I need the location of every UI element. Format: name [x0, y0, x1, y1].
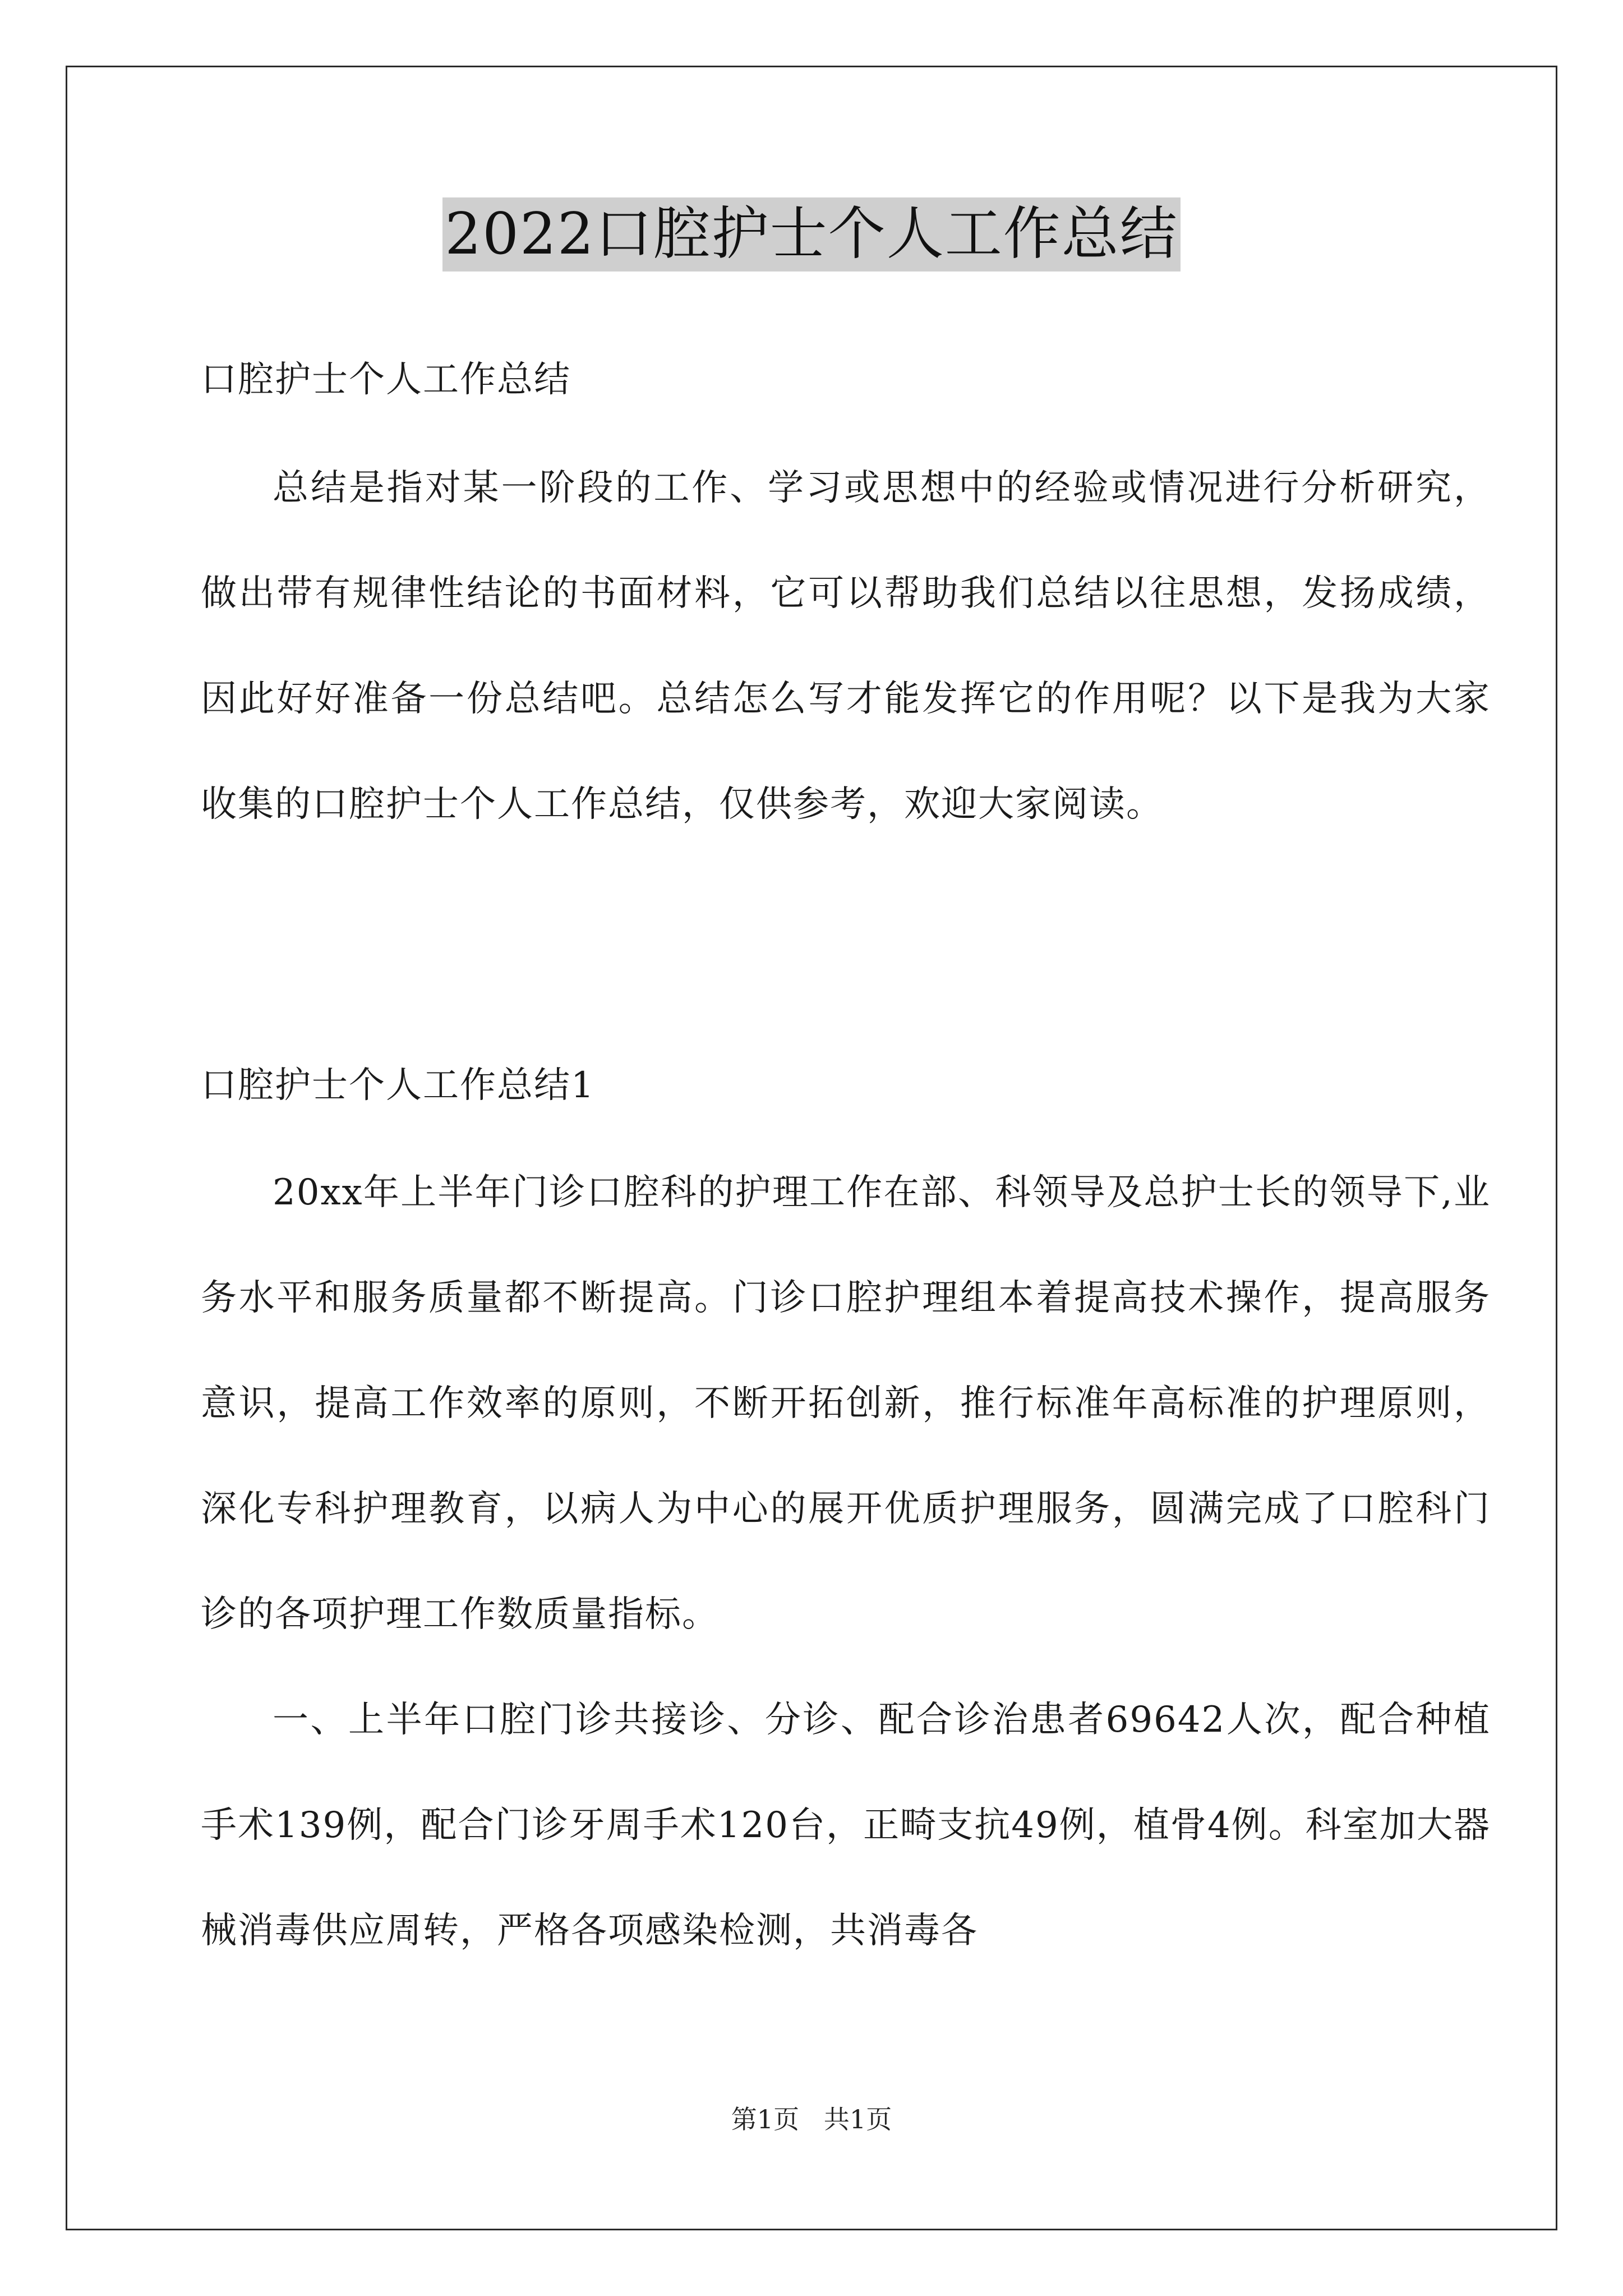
page-footer: 第1页 共1页: [731, 2104, 892, 2134]
intro-section: [201, 435, 1491, 857]
section1-paragraph-1: 20xx年上半年门诊口腔科的护理工作在部、科领导及总护士长的领导下,业务水平和服务质量都不断提高。门诊口腔护理组本着提高技术操作，提高服务意识，提高工作效率的原则，不断开拓创新，推行标准年高标准的护理原则，深化专科护理教育，以病人为中心的展开优质护理服务，圆满完成了口腔科门诊的各项护理工作数质量指标。: [201, 1172, 1491, 1635]
section1-heading: 口腔护士个人工作总结1: [201, 1065, 595, 1106]
document-subtitle: 口腔护士个人工作总结: [201, 359, 571, 401]
title-container: [0, 197, 1623, 272]
section1-paragraph-2: 一、上半年口腔门诊共接诊、分诊、配合诊治患者69642人次，配合种植手术139例，配合门诊牙周手术120台，正畸支抗49例，植骨4例。科室加大器械消毒供应周转，严格各项感染检测，共消毒各: [201, 1699, 1491, 1952]
section1-body: [201, 1140, 1491, 1984]
document-title: 2022口腔护士个人工作总结: [442, 197, 1181, 272]
intro-paragraph: 总结是指对某一阶段的工作、学习或思想中的经验或情况进行分析研究，做出带有规律性结论的书面材料，它可以帮助我们总结以往思想，发扬成绩，因此好好准备一份总结吧。总结怎么写才能发挥它的作用呢？以下是我为大家收集的口腔护士个人工作总结，仅供参考，欢迎大家阅读。: [201, 467, 1491, 825]
